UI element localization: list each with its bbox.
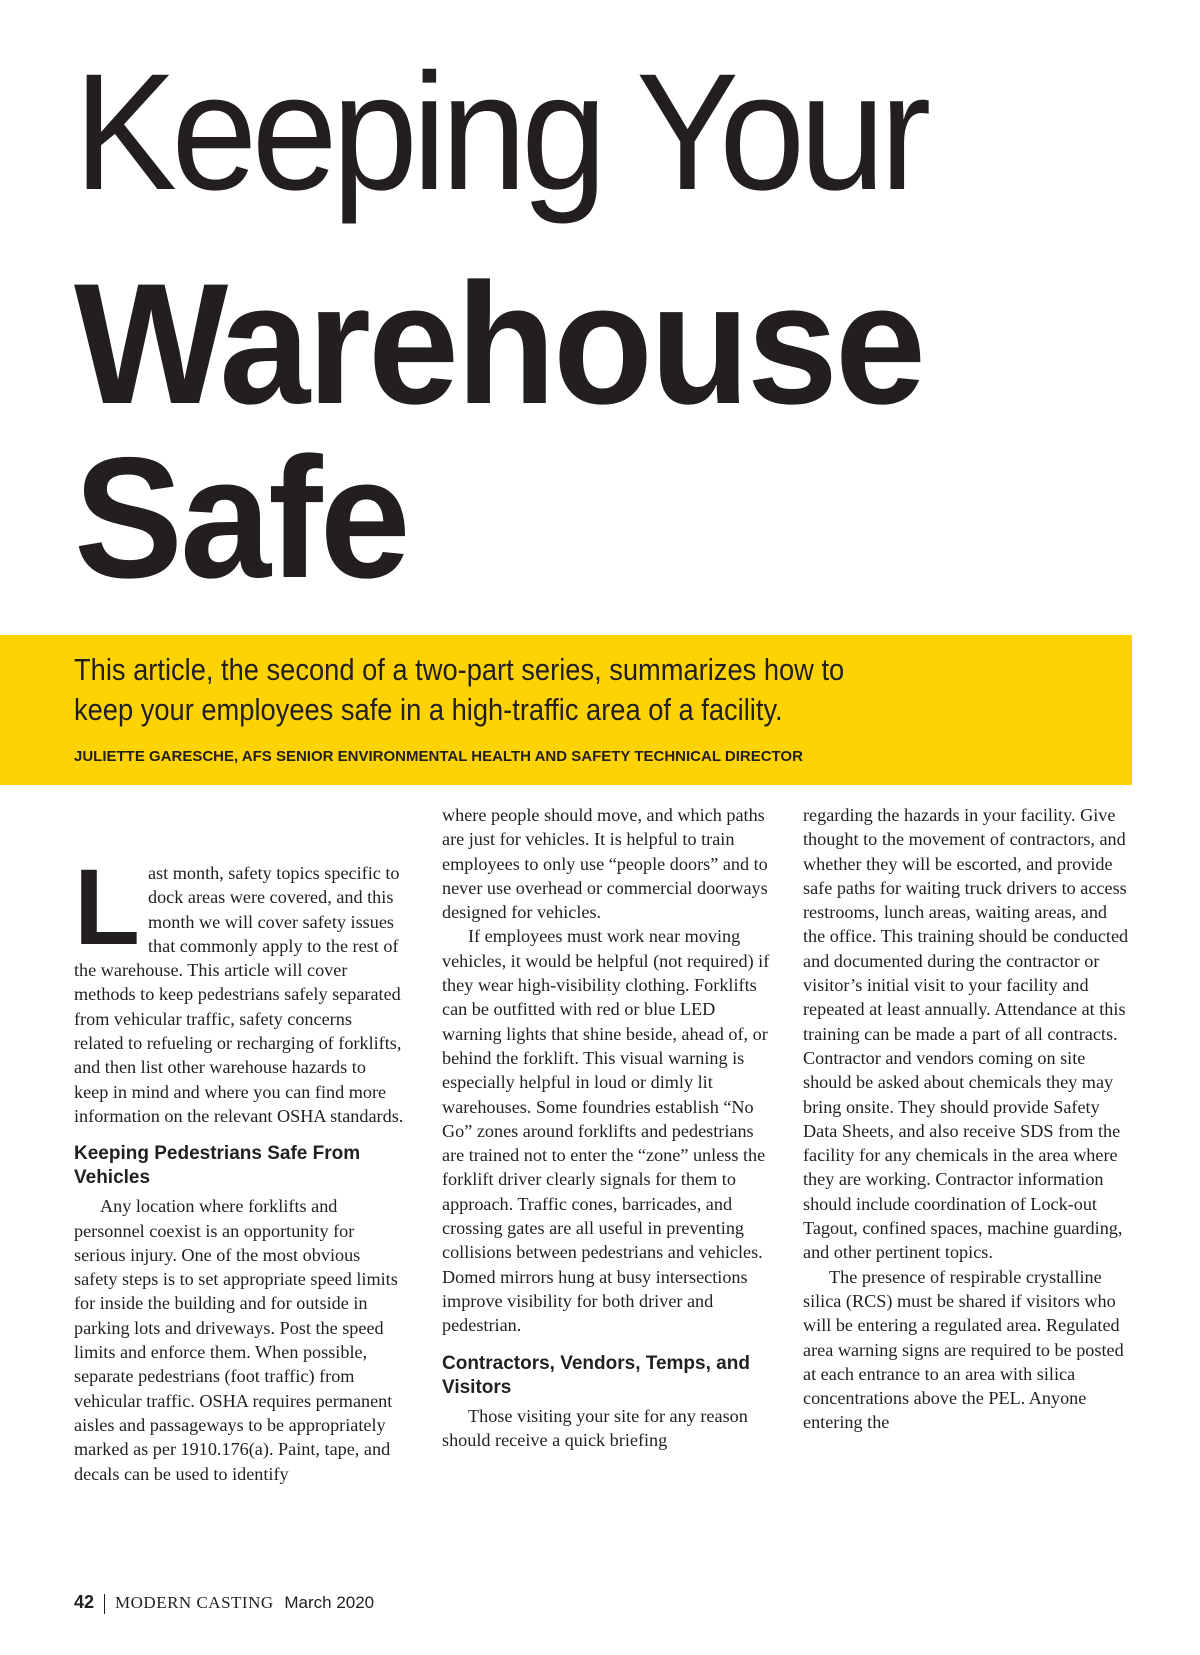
body-column-2 bbox=[442, 803, 772, 1452]
headline-line-3: Safe bbox=[74, 422, 408, 614]
paragraph-silica: The presence of respirable crystalline silica (RCS) must be shared if visitors who will be entering a regulated area. Regulated area warning signs are required to be posted at each entrance to an area with silica concentrations above the PEL. Anyone entering the bbox=[803, 1266, 1124, 1433]
paragraph-intro: ast month, safety topics specific to dock areas were covered, and this month we will cover safety issues that commonly apply to the rest of the warehouse. This article will cover methods to keep pedestrians safely separated from vehicular traffic, safety concerns related to refueling or recharging of forklifts, and then list other warehouse hazards to keep in mind and where you can find more information on the relevant OSHA standards. bbox=[74, 863, 404, 1126]
paragraph-visibility: If employees must work near moving vehicles, it would be helpful (not required) if they wear high-visibility clothing. Forklifts can be outfitted with red or blue LED warning lights that shine beside, ahead of, or behind the forklift. This visual warning is especially helpful in loud or dimly lit warehouses. Some foundries establish “No Go” zones around forklifts and pedestrians are trained not to enter the “zone” unless the forklift driver clearly signals for them to approach. Traffic cones, barricades, and crossing gates are all useful in preventing collisions between pedestrians and vehicles. Domed mirrors hung at busy intersections improve visibility for both driver and pedestrian. bbox=[442, 926, 770, 1336]
headline-line-1: Keeping Your bbox=[74, 40, 926, 225]
deck-text bbox=[74, 650, 844, 730]
deck-line-2: keep your employees safe in a high-traffic area of a facility. bbox=[74, 692, 783, 727]
dropcap: L bbox=[74, 846, 140, 967]
issue-date: March 2020 bbox=[284, 1593, 375, 1612]
deck-line-1: This article, the second of a two-part series, summarizes how to bbox=[74, 652, 845, 687]
footer-divider bbox=[104, 1594, 105, 1614]
subhead-pedestrians: Keeping Pedestrians Safe From Vehicles bbox=[74, 1143, 361, 1189]
page-number: 42 bbox=[74, 1592, 95, 1612]
body-column-1 bbox=[74, 803, 404, 1486]
paragraph-briefing: regarding the hazards in your facility. Give thought to the movement of contractors, and whether they will be escorted, and provide safe paths for waiting truck drivers to access restrooms, lunch areas, waiting areas, and the office. This training should be conducted and documented during the contractor or visitor’s initial visit to your facility and repeated at least annually. Attendance at this training can be made a part of all contracts. Contractor and vendors coming on site should be asked about chemicals they may bring onsite. They should provide Safety Data Sheets, and also receive SDS from the facility for any chemicals in the area where they are working. Contractor information should include coordination of Lock-out Tagout, confined spaces, machine guarding, and other pertinent topics. bbox=[803, 805, 1129, 1263]
magazine-name: MODERN CASTING bbox=[115, 1593, 274, 1612]
headline-line-2: Warehouse bbox=[74, 248, 924, 440]
page-footer bbox=[74, 1592, 374, 1614]
paragraph-speed-limits: Any location where forklifts and personnel coexist is an opportunity for serious injury. One of the most obvious safety steps is to set appropriate speed limits for inside the building and for outside in parking lots and driveways. Post the speed limits and enforce them. When possible, separate pedestrians (foot traffic) from vehicular traffic. OSHA requires permanent aisles and passageways to be appropriately marked as per 1910.176(a). Paint, tape, and decals can be used to identify bbox=[74, 1196, 398, 1484]
paragraph-paths: where people should move, and which paths are just for vehicles. It is helpful to train employees to only use “people doors” and to never use overhead or commercial doorways designed for vehicles. bbox=[442, 805, 768, 923]
byline: JULIETTE GARESCHE, AFS SENIOR ENVIRONMENTAL HEALTH AND SAFETY TECHNICAL DIRECTOR bbox=[74, 748, 803, 765]
subhead-contractors: Contractors, Vendors, Temps, and Visitors bbox=[442, 1352, 750, 1398]
lead-paragraph bbox=[74, 803, 404, 1128]
paragraph-visitors: Those visiting your site for any reason should receive a quick briefing bbox=[442, 1405, 748, 1450]
body-column-3 bbox=[803, 803, 1133, 1435]
